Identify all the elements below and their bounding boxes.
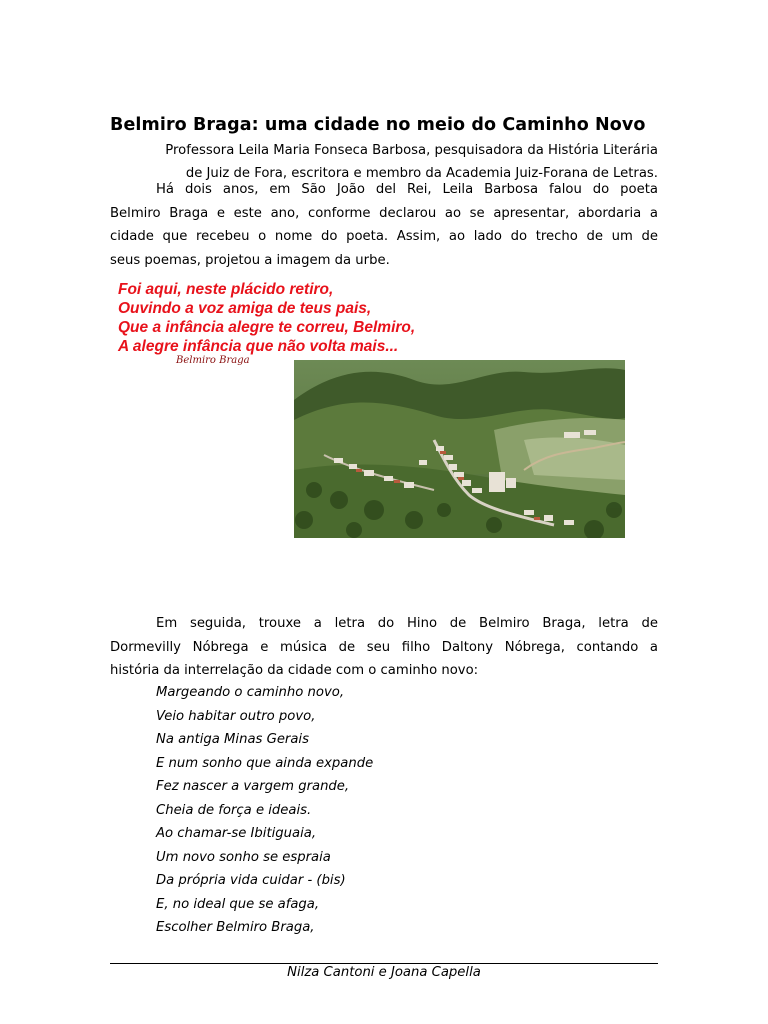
town-aerial-photo <box>294 360 625 538</box>
paragraph-line: Belmiro Braga e este ano, conforme declarou ao se apresentar, abordaria a <box>110 205 658 221</box>
verse-line: Fez nascer a vargem grande, <box>156 779 350 794</box>
verse-line: E num sonho que ainda expande <box>156 755 374 771</box>
hymn-verse <box>156 681 616 940</box>
verse-line: Margeando o caminho novo, <box>156 685 345 700</box>
poem-signature: Belmiro Braga <box>176 355 250 366</box>
paragraph-line: Dormevilly Nóbrega e música de seu filho Daltony Nóbrega, contando a <box>110 639 658 655</box>
verse-line: Da própria vida cuidar - (bis) <box>156 873 346 888</box>
paragraph-line: cidade que recebeu o nome do poeta. Assim, ao lado do trecho de um de <box>110 229 658 244</box>
poem-line: Que a infância alegre te correu, Belmiro, <box>118 319 416 336</box>
paragraph-line: Em seguida, trouxe a letra do Hino de Belmiro Braga, letra de <box>156 616 658 631</box>
paragraph-line: Há dois anos, em São João del Rei, Leila Barbosa falou do poeta <box>156 182 658 197</box>
hymn-intro-paragraph <box>110 612 658 683</box>
verse-line: Cheia de força e ideais. <box>156 802 312 818</box>
poem-line: Foi aqui, neste plácido retiro, <box>118 281 334 298</box>
intro-paragraph <box>110 178 658 272</box>
verse-line: Um novo sonho se espraia <box>156 849 331 865</box>
poem-line: A alegre infância que não volta mais... <box>118 338 399 355</box>
paragraph-line: história da interrelação da cidade com o caminho novo: <box>110 663 479 678</box>
paragraph-line: seus poemas, projetou a imagem da urbe. <box>110 252 390 268</box>
document-page <box>110 0 658 1024</box>
page-footer: Nilza Cantoni e Joana Capella <box>287 965 481 980</box>
byline-line-2: de Juiz de Fora, escritora e membro da Academia Juiz-Forana de Letras. <box>185 166 658 181</box>
verse-line: Escolher Belmiro Braga, <box>156 920 315 935</box>
verse-line: E, no ideal que se afaga, <box>156 896 320 912</box>
byline-line-1: Professora Leila Maria Fonseca Barbosa, pesquisadora da História Literária <box>165 143 658 158</box>
article-title: Belmiro Braga: uma cidade no meio do Caminho Novo <box>110 115 646 135</box>
poem-excerpt-image <box>118 280 438 370</box>
verse-line: Ao chamar-se Ibitiguaia, <box>156 826 317 841</box>
poem-line: Ouvindo a voz amiga de teus pais, <box>118 300 372 317</box>
verse-line: Veio habitar outro povo, <box>156 708 316 724</box>
verse-line: Na antiga Minas Gerais <box>156 732 309 747</box>
